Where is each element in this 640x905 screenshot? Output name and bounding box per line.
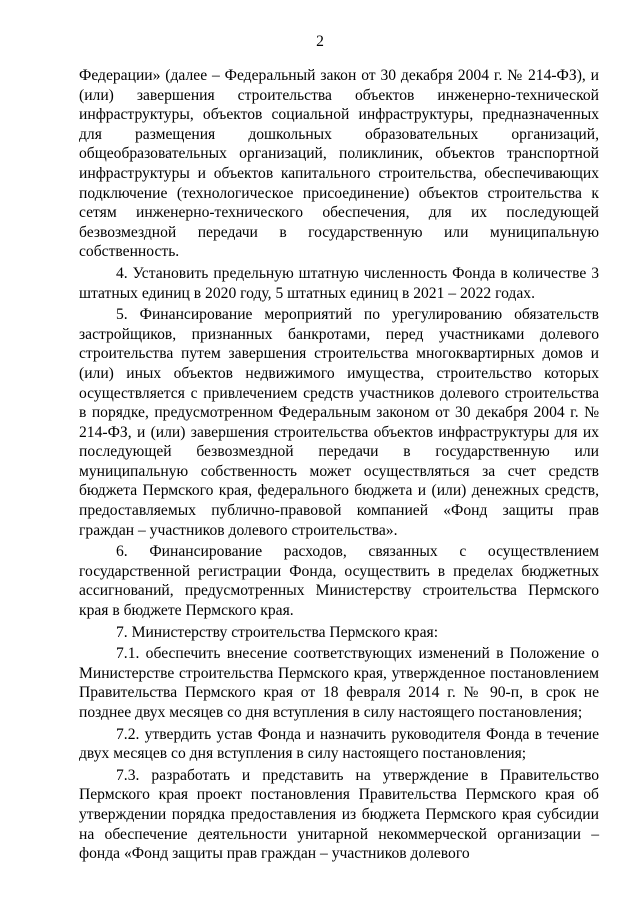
page-number: 2: [316, 33, 324, 50]
paragraph-item-7-3: 7.3. разработать и представить на утверждение в Правительство Пермского края проект постановления Правительства Пермского края об утверждении порядка предоставления из бюджета Пермского края субсидии на обеспечение деятельности унитарной некоммерческой организации – фонда «Фонд защиты прав граждан – участников долевого: [79, 766, 599, 863]
paragraph-item-7-1: 7.1. обеспечить внесение соответствующих изменений в Положение о Министерстве строительства Пермского края, утвержденное постановлением Правительства Пермского края от 18 февраля 2014 г. № 90-п, в срок не позднее двух месяцев со дня вступления в силу настоящего постановления;: [79, 645, 599, 721]
document-body: [79, 66, 599, 866]
paragraph-item-6: 6. Финансирование расходов, связанных с осуществлением государственной регистрации Фонда, осуществить в пределах бюджетных ассигнований, предусмотренных Министерству строительства Пермского края в бюджете Пермского края.: [79, 543, 599, 620]
paragraph-item-7-2: 7.2. утвердить устав Фонда и назначить руководителя Фонда в течение двух месяцев со дня вступления в силу настоящего постановления;: [79, 725, 599, 763]
paragraph-continuation: Федерации» (далее – Федеральный закон от 30 декабря 2004 г. № 214-ФЗ), и (или) завершения строительства объектов инженерно-технической инфраструктуры, объектов социальной инфраструктуры, предназначенных для размещения дошкольных образовательных организаций, общеобразовательных организаций, поликлиник, объектов транспортной инфраструктуры и объектов капитального строительства, обеспечивающих подключение (технологическое присоединение) объектов строительства к сетям инженерно-технического обеспечения, для их последующей безвозмездной передачи в государственную или муниципальную собственность.: [79, 67, 599, 261]
paragraph-item-5: 5. Финансирование мероприятий по урегулированию обязательств застройщиков, признанных банкротами, перед участниками долевого строительства путем завершения строительства многоквартирных домов и (или) иных объектов недвижимого имущества, строительство которых осуществляется с привлечением средств участников долевого строительства в порядке, предусмотренном Федеральным законом от 30 декабря 2004 г. № 214-ФЗ, и (или) завершения строительства объектов инфраструктуры для их последующей безвозмездной передачи в государственную или муниципальную собственность может осуществляться за счет средств бюджета Пермского края, федерального бюджета и (или) денежных средств, предоставляемых публично-правовой компанией «Фонд защиты прав граждан – участников долевого строительства».: [79, 306, 599, 539]
paragraph-item-4: 4. Установить предельную штатную численность Фонда в количестве 3 штатных единиц в 2020 году, 5 штатных единиц в 2021 – 2022 годах.: [79, 264, 599, 302]
paragraph-item-7: 7. Министерству строительства Пермского края:: [116, 623, 439, 641]
